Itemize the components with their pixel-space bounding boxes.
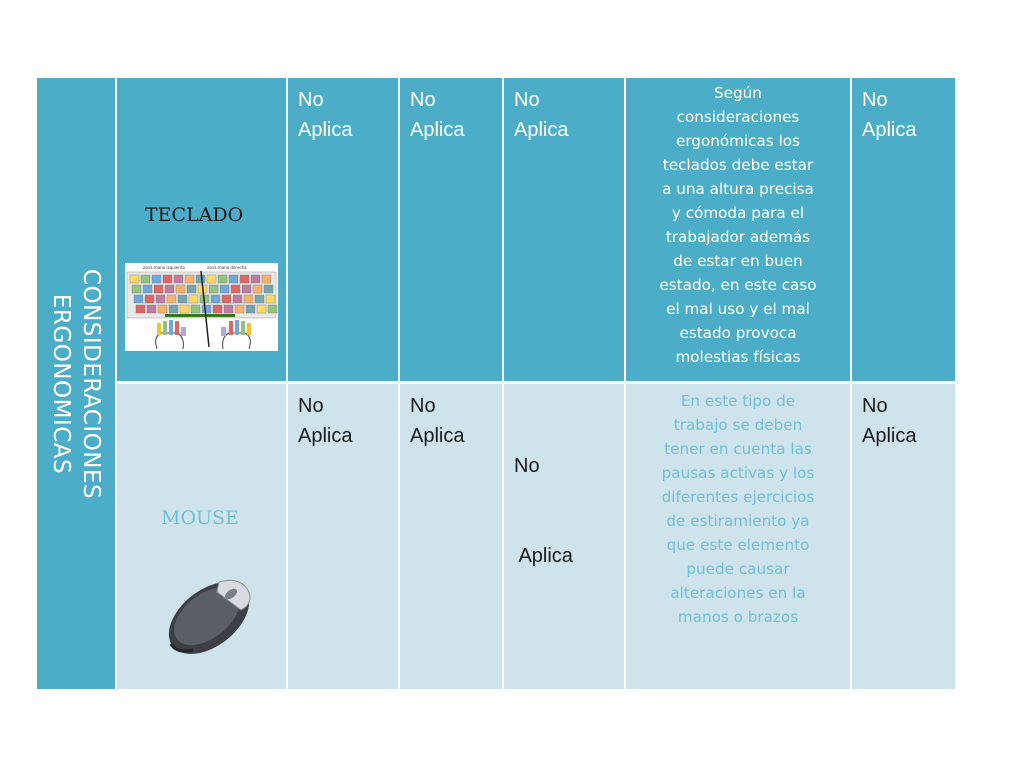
row-keyboard-description: Según consideraciones ergonómicas los teclados debe estar a una altura precisa y cómoda para el trabajador además de estar en buen estado, en este caso el mal uso y el mal estado provoca molestias físicas [626,78,850,381]
row-mouse-col3: No Aplica [504,384,624,689]
row-keyboard-col5: No Aplica [852,78,955,381]
row-keyboard-col3: No Aplica [504,78,624,381]
mouse-label: MOUSE [161,507,239,529]
keyboard-caption-left: zona mano izquierda [143,265,185,270]
row-keyboard-label-cell [117,78,286,381]
side-title: CONSIDERACIONES ERGONOMICAS [48,268,104,499]
row-mouse-description: En este tipo de trabajo se deben tener en cuenta las pausas activas y los diferentes ejercicios de estiramiento ya que este elemento puede causar alteraciones en la manos o brazos [626,384,850,689]
row-mouse-col2: No Aplica [400,384,502,689]
row-keyboard-col2: No Aplica [400,78,502,381]
row-mouse-col1: No Aplica [288,384,398,689]
keyboard-label: TECLADO [145,204,244,226]
keyboard-hands-diagram-icon [125,263,278,351]
keyboard-svg [125,263,278,351]
keyboard-caption-right: zona mano derecha [207,265,247,270]
computer-mouse-icon [157,574,257,664]
row-mouse-col5: No Aplica [852,384,955,689]
side-title-cell [37,78,115,689]
row-mouse-label-cell [117,384,286,689]
row-keyboard-col1: No Aplica [288,78,398,381]
